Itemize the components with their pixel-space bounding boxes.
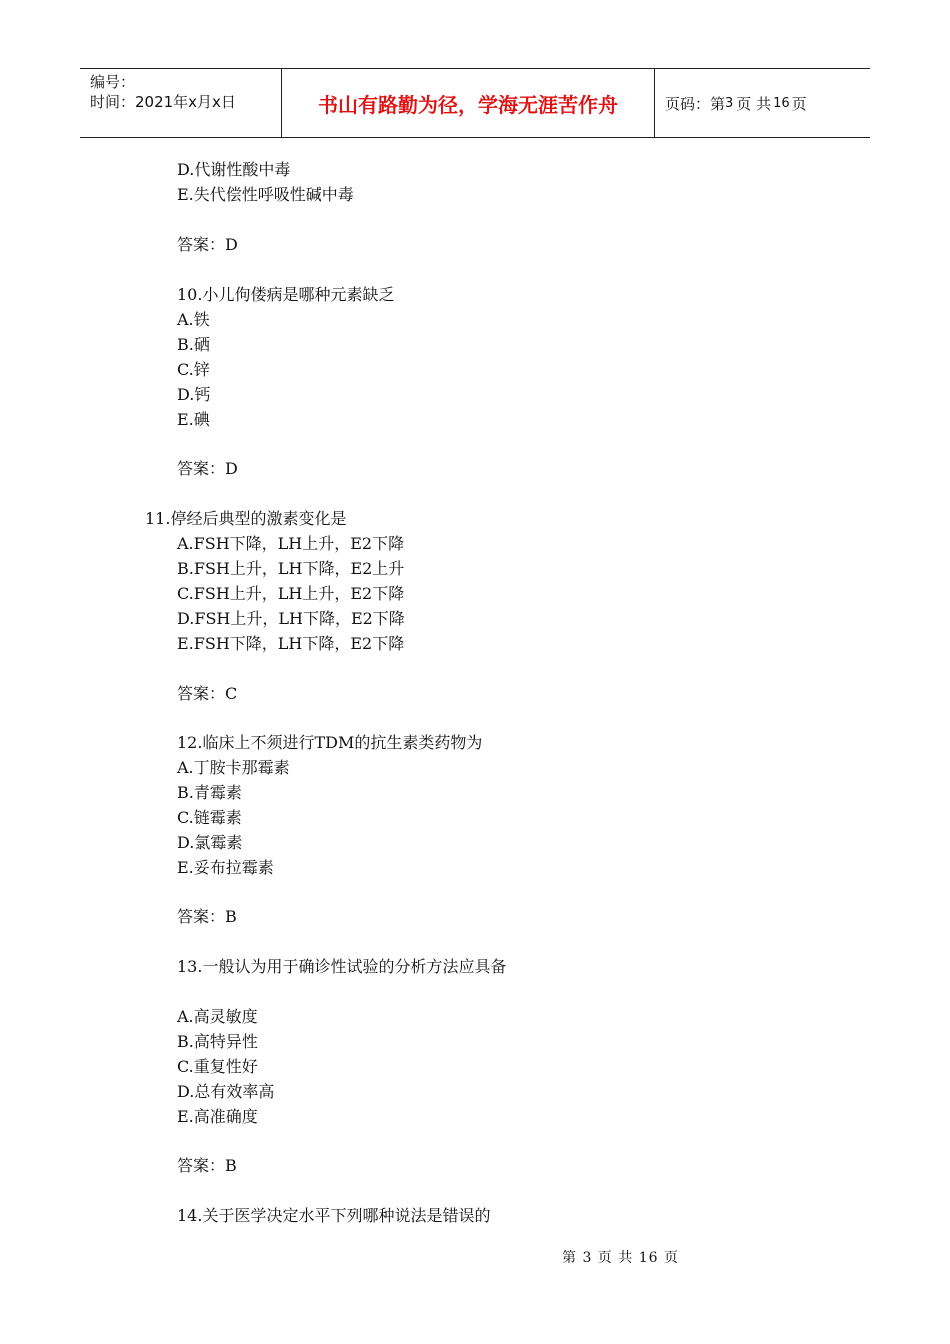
question-line: 13.一般认为用于确诊性试验的分析方法应具备 [177, 957, 507, 976]
option-line: E.FSH下降，LH下降，E2下降 [177, 634, 405, 653]
option-line: B.高特异性 [177, 1032, 258, 1051]
option-line: E.碘 [177, 410, 210, 429]
answer-line: 答案：D [177, 235, 238, 254]
option-line: B.FSH上升，LH下降，E2上升 [177, 559, 405, 578]
option-line: E.妥布拉霉素 [177, 858, 274, 877]
question-line: 11.停经后典型的激素变化是 [145, 509, 347, 528]
option-line: D.FSH上升，LH下降，E2下降 [177, 609, 405, 628]
number-label: 编号： [90, 73, 136, 91]
answer-line: 答案：D [177, 459, 238, 478]
option-line: B.硒 [177, 335, 210, 354]
option-line: C.链霉素 [177, 808, 242, 827]
option-line: D.代谢性酸中毒 [177, 160, 291, 179]
header-motto: 书山有路勤为径，学海无涯苦作舟 [281, 69, 655, 137]
question-line: 12.临床上不须进行TDM的抗生素类药物为 [177, 733, 483, 752]
page-prefix: 页码：第 [665, 94, 726, 113]
page-suffix: 页 [791, 94, 807, 113]
option-line: D.总有效率高 [177, 1082, 275, 1101]
page-total: 16 [773, 95, 790, 111]
page-mid: 页 共 [736, 94, 772, 113]
question-line: 10.小儿佝偻病是哪种元素缺乏 [177, 285, 395, 304]
option-line: C.重复性好 [177, 1057, 258, 1076]
time-label: 时间：2021年x月x日 [90, 93, 236, 111]
header-meta [80, 69, 280, 137]
option-line: A.高灵敏度 [177, 1007, 258, 1026]
option-line: B.青霉素 [177, 783, 242, 802]
option-line: E.高准确度 [177, 1107, 258, 1126]
option-line: C.FSH上升，LH上升，E2下降 [177, 584, 405, 603]
question-line: 14.关于医学决定水平下列哪种说法是错误的 [177, 1206, 491, 1225]
page-number: 3 [725, 95, 734, 111]
option-line: E.失代偿性呼吸性碱中毒 [177, 185, 354, 204]
answer-line: 答案：C [177, 684, 238, 703]
option-line: A.丁胺卡那霉素 [177, 758, 290, 777]
page-header [80, 68, 870, 138]
option-line: A.铁 [177, 310, 210, 329]
header-page-info [655, 69, 880, 137]
option-line: D.钙 [177, 385, 211, 404]
option-line: D.氯霉素 [177, 833, 243, 852]
option-line: A.FSH下降，LH上升，E2下降 [177, 534, 405, 553]
option-line: C.锌 [177, 360, 210, 379]
answer-line: 答案：B [177, 1156, 237, 1175]
answer-line: 答案：B [177, 907, 237, 926]
page-footer: 第 3 页 共 16 页 [562, 1250, 679, 1266]
